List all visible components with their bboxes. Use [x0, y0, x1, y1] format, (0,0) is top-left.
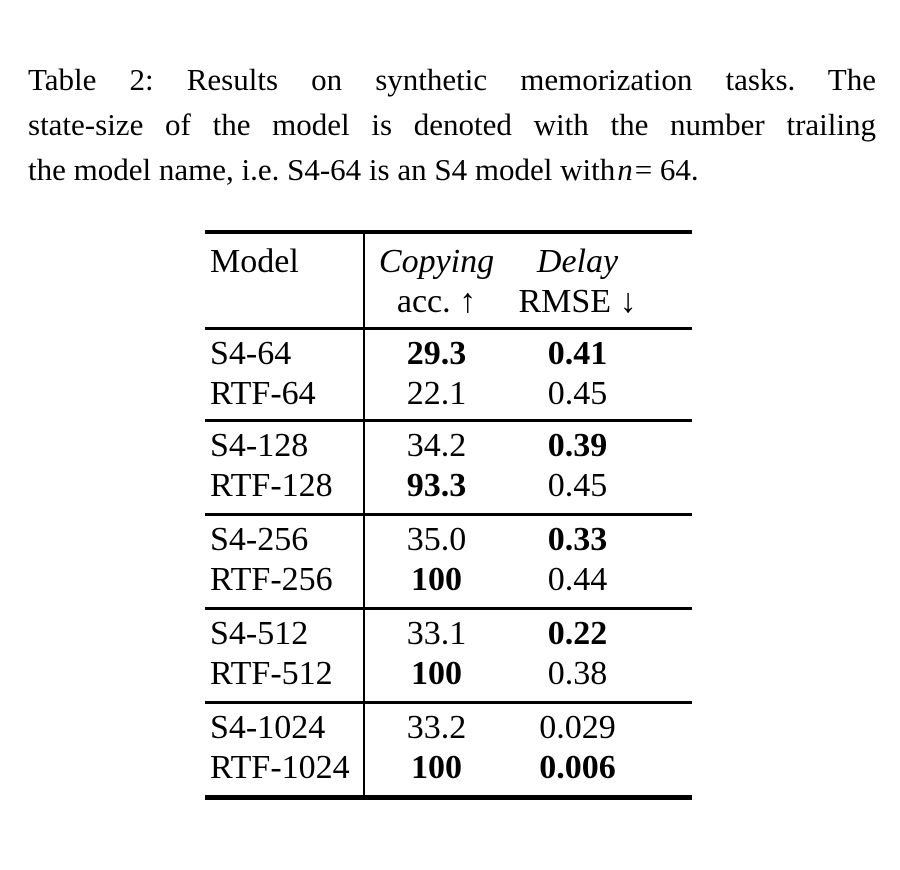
header-rule [205, 327, 692, 330]
model-cell: S4-128 [210, 427, 309, 464]
table-row [205, 748, 692, 788]
header-copying-title: Copying [378, 243, 495, 280]
caption-line-2: state-size of the model is denoted with the number trailing [28, 107, 876, 142]
header-delay-title: Delay [536, 243, 619, 280]
copying-value: 22.1 [406, 375, 467, 412]
caption-line-3-tail: = 64. [634, 152, 699, 187]
table-row [205, 466, 692, 506]
caption-line-1: Table 2: Results on synthetic memorization tasks. The [28, 62, 876, 97]
delay-value: 0.006 [539, 749, 616, 786]
table-row [205, 614, 692, 654]
table-row [205, 520, 692, 560]
copying-value: 29.3 [406, 335, 467, 372]
table-row [205, 654, 692, 694]
table-top-rule [205, 230, 692, 234]
caption-line-3-text: the model name, i.e. S4-64 is an S4 model with [28, 152, 616, 187]
table-row [205, 426, 692, 466]
copying-value: 93.3 [406, 467, 467, 504]
delay-value: 0.41 [547, 335, 608, 372]
results-table [205, 230, 692, 800]
group-rule [205, 701, 692, 704]
copying-value: 34.2 [406, 427, 467, 464]
model-cell: RTF-128 [210, 467, 333, 504]
delay-value: 0.45 [547, 467, 608, 504]
model-cell: RTF-64 [210, 375, 316, 412]
model-cell: RTF-512 [210, 655, 333, 692]
model-cell: RTF-1024 [210, 749, 350, 786]
model-cell: S4-1024 [210, 709, 326, 746]
table-row [205, 560, 692, 600]
table-row [205, 334, 692, 374]
delay-value: 0.029 [539, 709, 616, 746]
group-rule [205, 607, 692, 610]
table-caption [28, 57, 876, 192]
copying-value: 100 [411, 749, 462, 786]
model-cell: S4-512 [210, 615, 309, 652]
copying-value: 33.2 [406, 709, 467, 746]
copying-sub-label: acc. [396, 283, 451, 320]
header-model-spacer [205, 282, 363, 322]
copying-value: 35.0 [406, 521, 467, 558]
row-group-128 [205, 426, 692, 506]
model-cell: S4-64 [210, 335, 292, 372]
header-row-2 [205, 282, 692, 322]
header-delay-sub [510, 282, 645, 322]
header-row-1 [205, 242, 692, 282]
table-row [205, 374, 692, 414]
arrow-down-icon: ↓ [619, 283, 637, 320]
group-rule [205, 513, 692, 516]
delay-value: 0.33 [547, 521, 608, 558]
math-variable-n: n [617, 152, 633, 187]
group-rule [205, 419, 692, 422]
delay-value: 0.39 [547, 427, 608, 464]
table-row [205, 708, 692, 748]
delay-value: 0.38 [547, 655, 608, 692]
caption-line-3 [28, 147, 876, 192]
delay-sub-label: RMSE [518, 283, 612, 320]
row-group-256 [205, 520, 692, 600]
model-cell: S4-256 [210, 521, 309, 558]
model-cell: RTF-256 [210, 561, 333, 598]
copying-value: 100 [411, 561, 462, 598]
delay-value: 0.45 [547, 375, 608, 412]
delay-value: 0.22 [547, 615, 608, 652]
table-bottom-rule [205, 795, 692, 800]
arrow-up-icon: ↑ [459, 283, 477, 320]
header-copying-sub [363, 282, 510, 322]
row-group-512 [205, 614, 692, 694]
copying-value: 100 [411, 655, 462, 692]
copying-value: 33.1 [406, 615, 467, 652]
row-group-64 [205, 334, 692, 414]
header-model: Model [210, 243, 299, 280]
row-group-1024 [205, 708, 692, 788]
delay-value: 0.44 [547, 561, 608, 598]
